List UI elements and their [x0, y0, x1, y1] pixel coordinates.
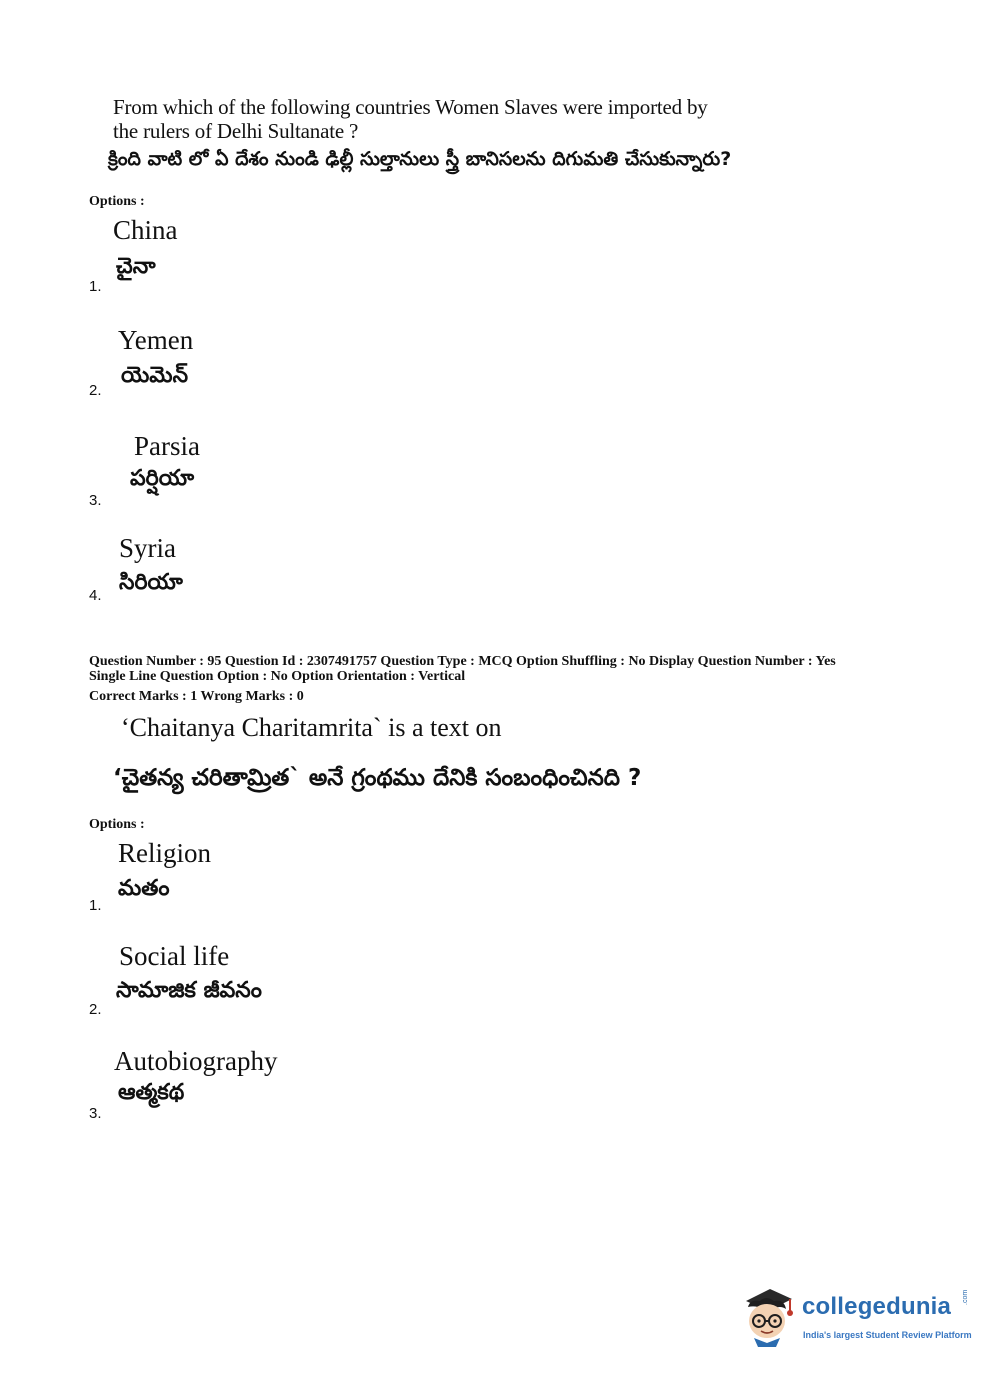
- q2-option-1-number: 1.: [89, 897, 102, 914]
- question-text-en-line2: the rulers of Delhi Sultanate ?: [113, 119, 359, 143]
- question2-text-en: ‘Chaitanya Charitamrita` is a text on: [121, 713, 502, 742]
- q2-option-2-number: 2.: [89, 1001, 102, 1018]
- option-1-text-te: చైనా: [116, 254, 156, 279]
- logo-suffix: .com: [962, 1289, 969, 1305]
- option-4-text-en: Syria: [119, 533, 176, 563]
- option-3-text-en: Parsia: [134, 431, 200, 461]
- options-label-2: Options :: [89, 817, 145, 832]
- question-meta-line1: Question Number : 95 Question Id : 2307491757 Question Type : MCQ Option Shuffling : No Display Question Number : Yes: [89, 654, 836, 669]
- q2-option-3-number: 3.: [89, 1105, 102, 1122]
- option-1-number: 1.: [89, 278, 102, 295]
- option-2-text-te: యెమెన్: [121, 363, 189, 388]
- question-meta-line3: Correct Marks : 1 Wrong Marks : 0: [89, 689, 304, 704]
- collegedunia-logo[interactable]: [740, 1283, 980, 1353]
- q2-option-2-text-te: సామాజిక జీవనం: [116, 978, 262, 1003]
- option-3-text-te: పర్షియా: [130, 466, 195, 491]
- option-3-number: 3.: [89, 492, 102, 509]
- q2-option-3-text-en: Autobiography: [114, 1046, 278, 1076]
- question-text-en-line1: From which of the following countries Women Slaves were imported by: [113, 95, 708, 119]
- question-meta-line2: Single Line Question Option : No Option Orientation : Vertical: [89, 669, 466, 684]
- logo-tagline: India's largest Student Review Platform: [803, 1330, 972, 1340]
- option-4-number: 4.: [89, 587, 102, 604]
- q2-option-3-text-te: ఆత్మకథ: [118, 1080, 185, 1105]
- mascot-icon: [740, 1283, 798, 1349]
- q2-option-2-text-en: Social life: [119, 941, 230, 971]
- q2-option-1-text-te: మతం: [118, 876, 170, 901]
- options-label: Options :: [89, 194, 145, 209]
- logo-name: collegedunia: [802, 1293, 952, 1320]
- option-2-number: 2.: [89, 382, 102, 399]
- q2-option-1-text-en: Religion: [118, 838, 211, 868]
- question-text-te: క్రింది వాటి లో ఏ దేశం నుండి ఢిల్లీ సుల్తానులు స్త్రీ బానిసలను దిగుమతి చేసుకున్నారు?: [108, 148, 732, 170]
- option-4-text-te: సిరియా: [119, 570, 183, 595]
- option-2-text-en: Yemen: [118, 325, 194, 355]
- option-1-text-en: China: [113, 215, 178, 245]
- question2-text-te: ‘చైతన్య చరితామ్రిత` అనే గ్రంథము దేనికి సంబంధించినది ?: [113, 765, 642, 791]
